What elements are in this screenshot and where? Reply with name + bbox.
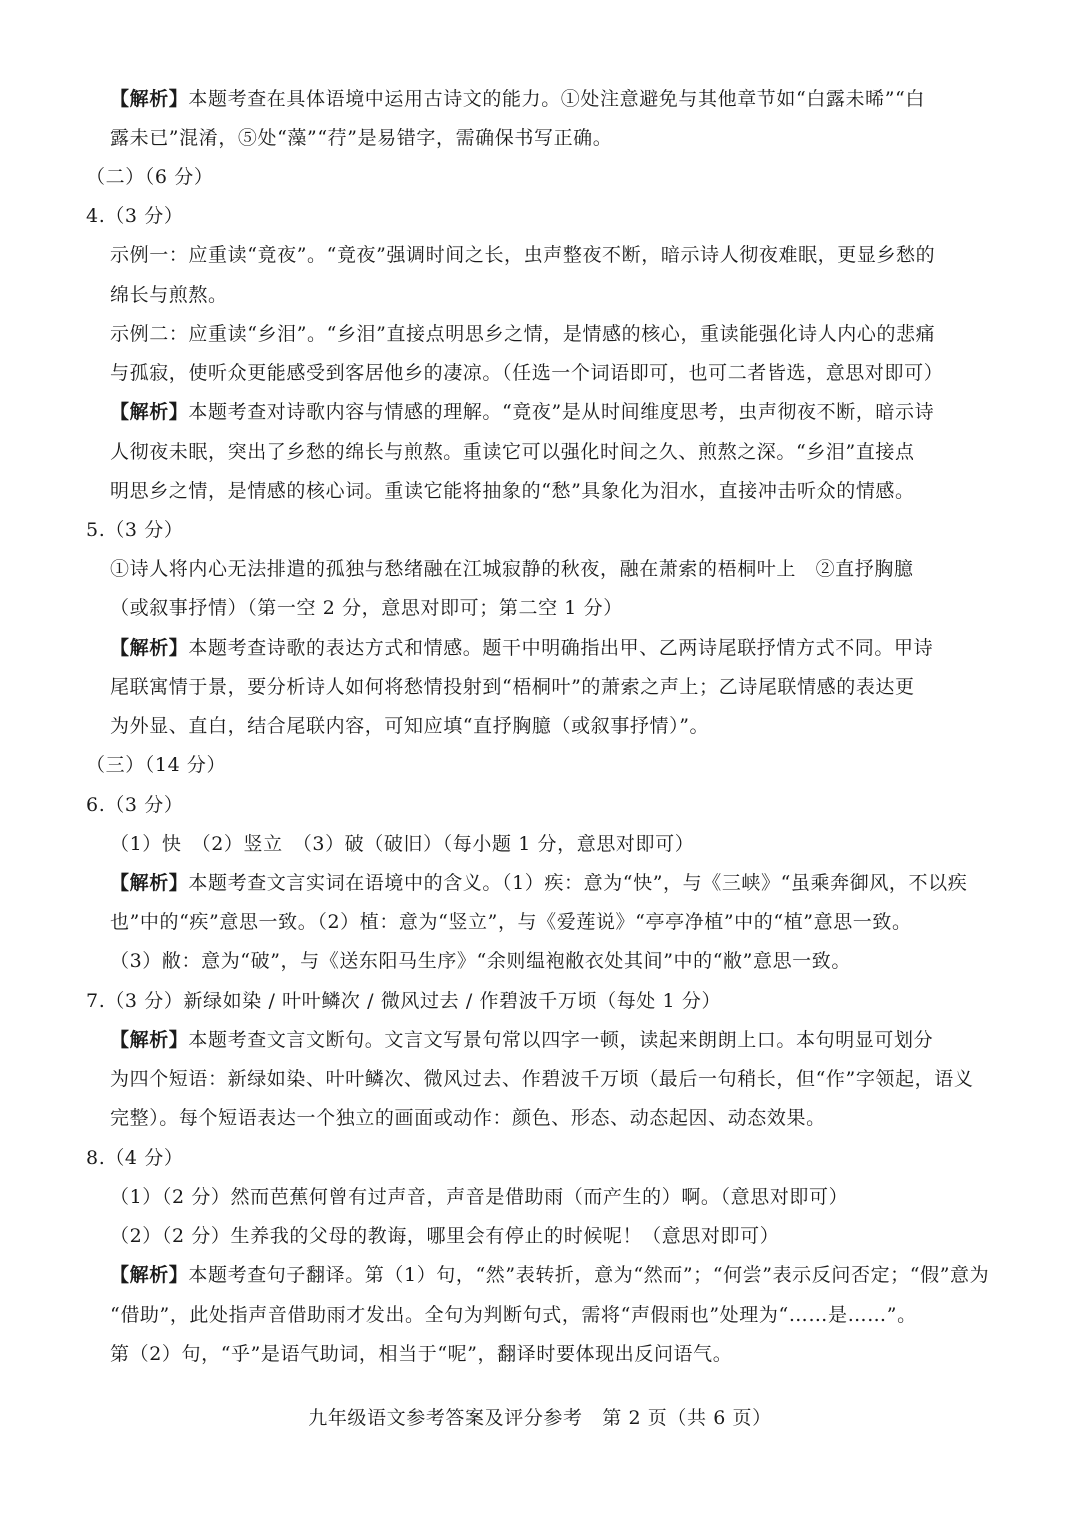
part2-heading: （二）（6 分） xyxy=(86,166,214,188)
q6-heading: 6.（3 分） xyxy=(86,794,184,816)
q4-analysis-line-2: 人彻夜未眠，突出了乡愁的绵长与煎熬。重读它可以强化时间之久、煎熬之深。“乡泪”直接点 xyxy=(110,441,915,463)
analysis-tag: 【解析】 xyxy=(110,88,189,110)
page-footer: 九年级语文参考答案及评分参考 第 2 页（共 6 页） xyxy=(308,1407,772,1429)
q4-analysis-line-1: 【解析】本题考查对诗歌内容与情感的理解。“竟夜”是从时间维度思考，虫声彻夜不断，暗示诗 xyxy=(110,401,935,423)
q6-answer: （1）快 （2）竖立 （3）破（破旧）（每小题 1 分，意思对即可） xyxy=(110,833,695,855)
q5-answer-line-2: （或叙事抒情）（第一空 2 分，意思对即可；第二空 1 分） xyxy=(110,597,623,619)
analysis-tag: 【解析】 xyxy=(110,1029,189,1051)
q7-analysis-line-1: 【解析】本题考查文言文断句。文言文写景句常以四字一顿，读起来朗朗上口。本句明显可划分 xyxy=(110,1029,934,1051)
q7-analysis-line-2: 为四个短语：新绿如染、叶叶鳞次、微风过去、作碧波千万顷（最后一句稍长，但“作”字领起，语义 xyxy=(110,1068,974,1090)
q8-heading: 8.（4 分） xyxy=(86,1147,184,1169)
part3-heading: （三）（14 分） xyxy=(86,754,227,776)
analysis-tag: 【解析】 xyxy=(110,637,189,659)
q7-analysis-line-3: 完整）。每个短语表达一个独立的画面或动作：颜色、形态、动态起因、动态效果。 xyxy=(110,1107,826,1129)
q5-analysis-line-3: 为外显、直白，结合尾联内容，可知应填“直抒胸臆（或叙事抒情）”。 xyxy=(110,715,710,737)
q7-heading: 7.（3 分）新绿如染 / 叶叶鳞次 / 微风过去 / 作碧波千万顷（每处 1 分） xyxy=(86,990,722,1012)
q4-example1-line-1: 示例一：应重读“竟夜”。“竟夜”强调时间之长，虫声整夜不断，暗示诗人彻夜难眠，更显乡愁的 xyxy=(110,244,936,266)
q5-analysis-line-1: 【解析】本题考查诗歌的表达方式和情感。题干中明确指出甲、乙两诗尾联抒情方式不同。甲诗 xyxy=(110,637,934,659)
q6-analysis-line-2: 也”中的“疾”意思一致。（2）植：意为“竖立”，与《爱莲说》“亭亭净植”中的“植”意思一致。 xyxy=(110,911,912,933)
q8-analysis-line-2: “借助”，此处指声音借助雨才发出。全句为判断句式，需将“声假雨也”处理为“……是……”。 xyxy=(110,1304,917,1326)
sec3-analysis-line-2: 露未已”混淆，⑤处“藻”“荇”是易错字，需确保书写正确。 xyxy=(110,127,613,149)
sec3-analysis-line-1: 【解析】本题考查在具体语境中运用古诗文的能力。①处注意避免与其他章节如“白露未晞”“白 xyxy=(110,88,925,110)
q4-example2-line-1: 示例二：应重读“乡泪”。“乡泪”直接点明思乡之情，是情感的核心，重读能强化诗人内心的悲痛 xyxy=(110,323,936,345)
q6-analysis-line-1: 【解析】本题考查文言实词在语境中的含义。（1）疾：意为“快”，与《三峡》“虽乘奔御风，不以疾 xyxy=(110,872,968,894)
q8-analysis-line-3: 第（2）句，“乎”是语气助词，相当于“呢”，翻译时要体现出反问语气。 xyxy=(110,1343,733,1365)
analysis-tag: 【解析】 xyxy=(110,1264,189,1286)
q5-answer-line-1: ①诗人将内心无法排遣的孤独与愁绪融在江城寂静的秋夜，融在萧索的梧桐叶上 ②直抒胸臆 xyxy=(110,558,914,580)
q5-heading: 5.（3 分） xyxy=(86,519,184,541)
analysis-tag: 【解析】 xyxy=(110,872,189,894)
q4-analysis-line-3: 明思乡之情，是情感的核心词。重读它能将抽象的“愁”具象化为泪水，直接冲击听众的情感。 xyxy=(110,480,915,502)
q4-example2-line-2: 与孤寂，使听众更能感受到客居他乡的凄凉。（任选一个词语即可，也可二者皆选，意思对即可） xyxy=(110,362,944,384)
q4-example1-line-2: 绵长与煎熬。 xyxy=(110,284,228,306)
q6-analysis-line-3: （3）敝：意为“破”，与《送东阳马生序》“余则缊袍敝衣处其间”中的“敝”意思一致。 xyxy=(110,950,851,972)
q4-heading: 4.（3 分） xyxy=(86,205,184,227)
analysis-tag: 【解析】 xyxy=(110,401,189,423)
q8-answer-1: （1）（2 分）然而芭蕉何曾有过声音，声音是借助雨（而产生的）啊。（意思对即可） xyxy=(110,1186,849,1208)
q8-analysis-line-1: 【解析】本题考查句子翻译。第（1）句，“然”表转折，意为“然而”；“何尝”表示反问否定；“假”意为 xyxy=(110,1264,990,1286)
q5-analysis-line-2: 尾联寓情于景，要分析诗人如何将愁情投射到“梧桐叶”的萧索之声上；乙诗尾联情感的表达更 xyxy=(110,676,915,698)
q8-answer-2: （2）（2 分）生养我的父母的教诲，哪里会有停止的时候呢！（意思对即可） xyxy=(110,1225,780,1247)
